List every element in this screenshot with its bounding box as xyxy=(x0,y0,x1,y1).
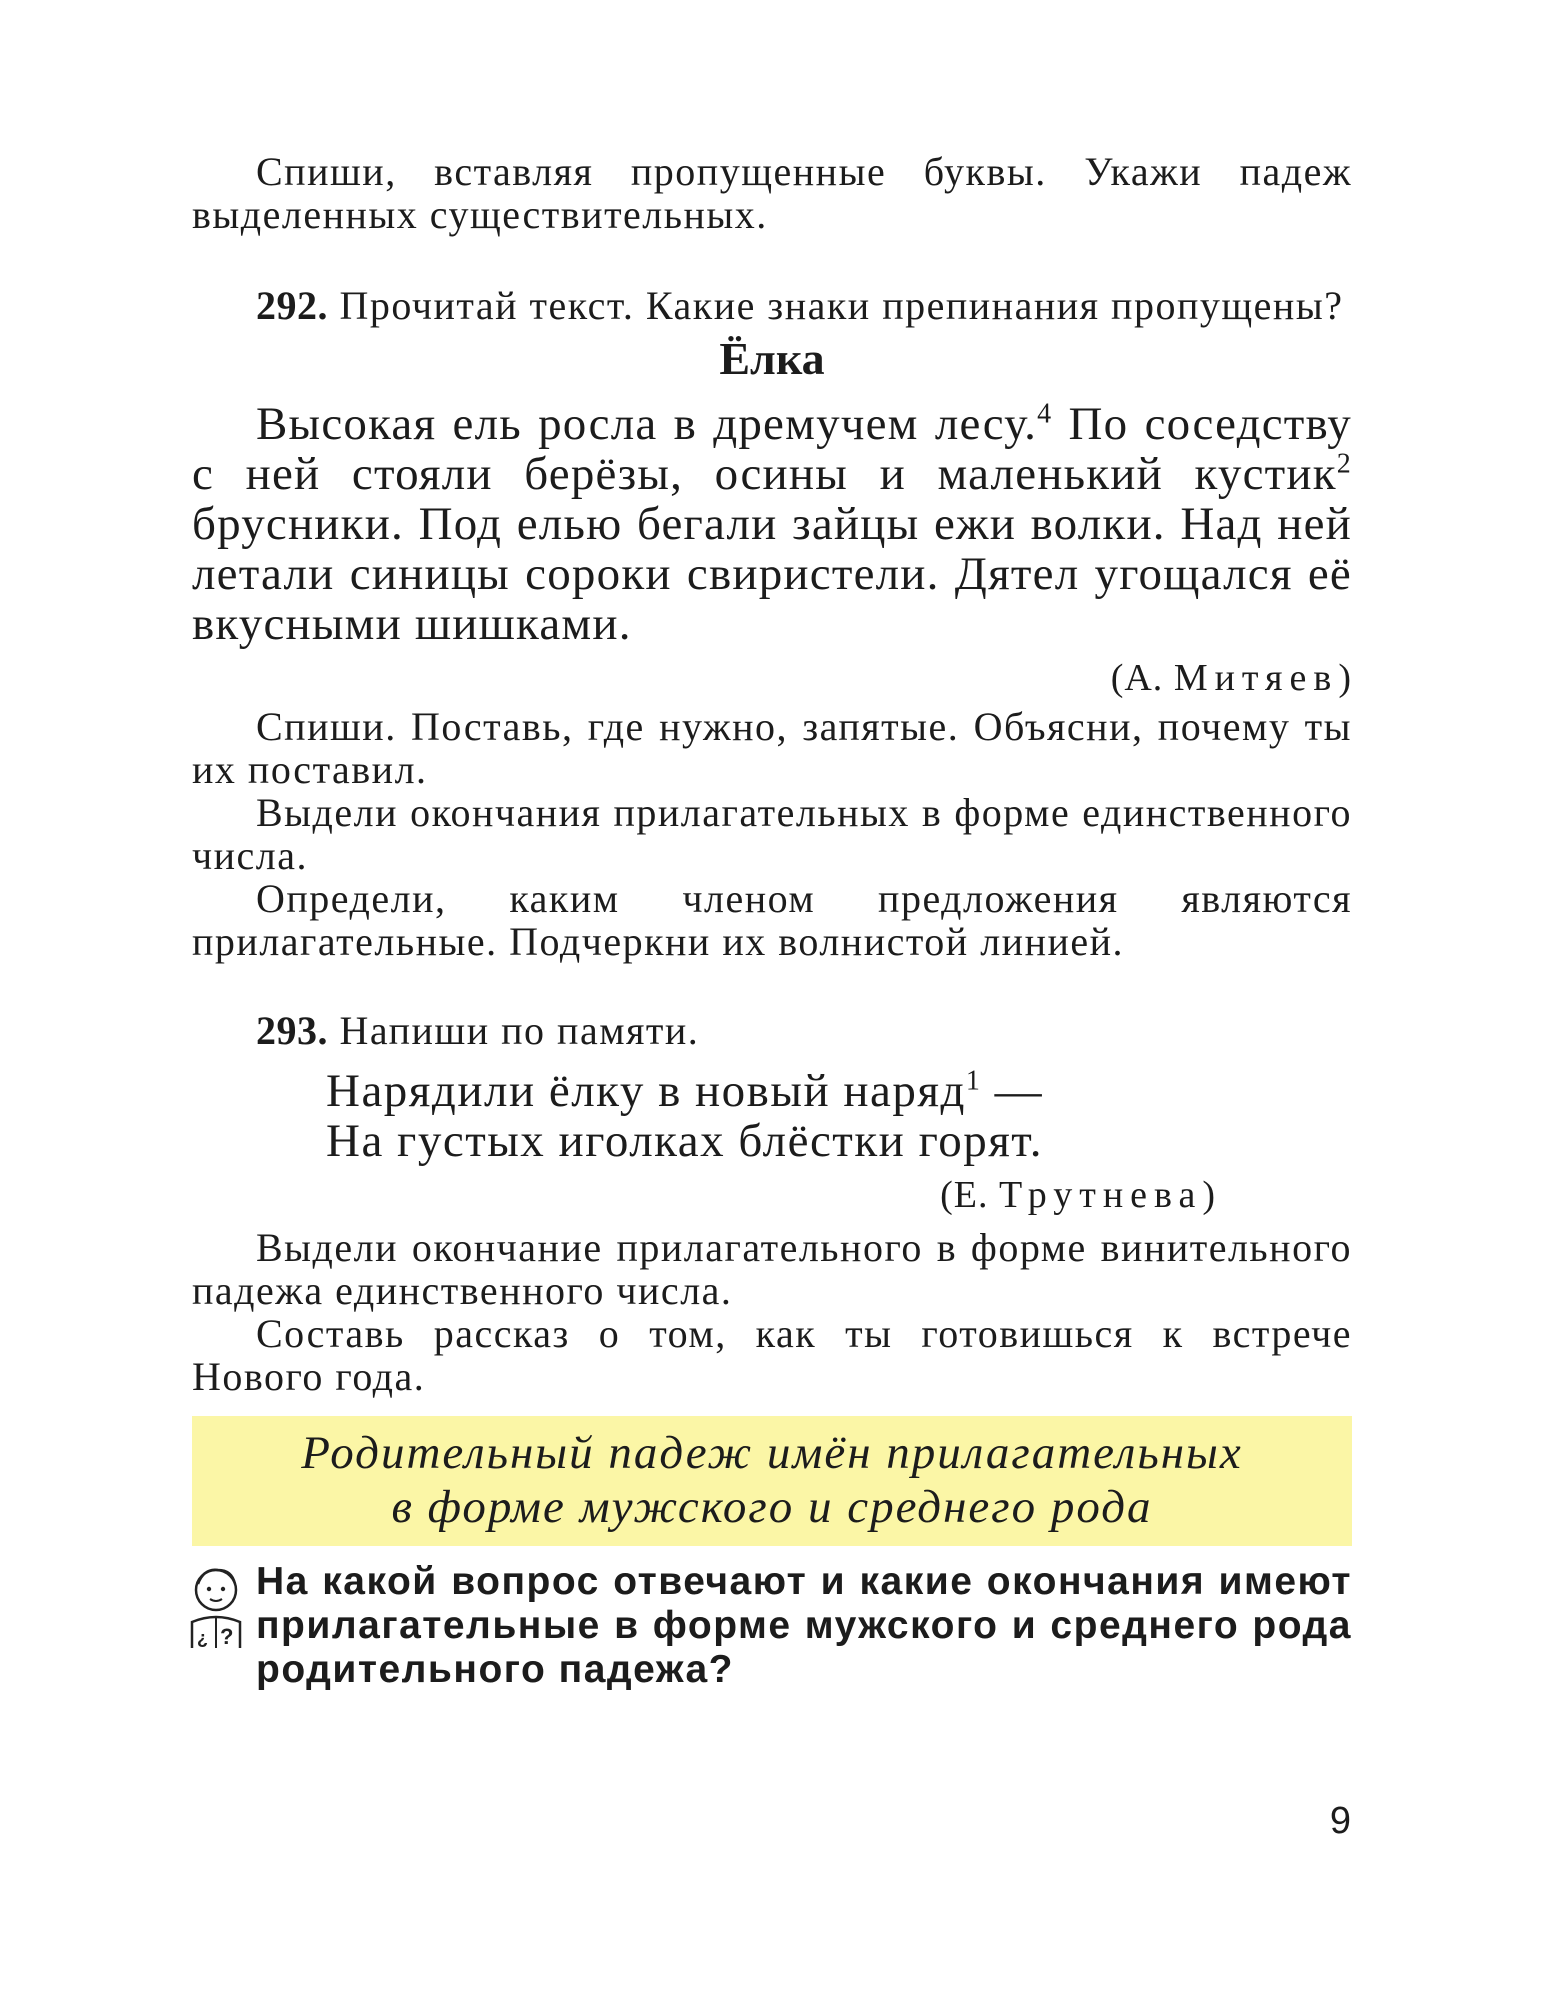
exercise-292-task-text: Прочитай текст. Какие знаки препинания пропущены? xyxy=(339,283,1344,328)
poem-dash: — xyxy=(981,1065,1044,1117)
poem-line-1 xyxy=(326,1066,1216,1116)
author-name: Трутнева xyxy=(998,1174,1203,1216)
exercise-293-number: 293. xyxy=(256,1008,328,1053)
author-open: (Е. xyxy=(940,1174,999,1216)
poem xyxy=(326,1066,1216,1218)
story-author xyxy=(192,655,1352,701)
exercise-291-instruction: Спиши, вставляя пропущенные буквы. Укажи падеж выделенных существительных. xyxy=(192,149,1352,237)
author-close: ) xyxy=(1202,1174,1216,1216)
svg-text:¿: ¿ xyxy=(197,1628,210,1648)
footnote-mark: 2 xyxy=(1336,448,1352,480)
question-block xyxy=(192,1560,1352,1692)
rule-heading-box xyxy=(192,1416,1352,1546)
story-text xyxy=(192,399,1352,649)
story-sentence-rest: брусники. Под елью бегали зайцы ежи волки. Над ней летали синицы сороки свиристели. Дятел угощался её вкусными шишками. xyxy=(192,498,1352,650)
exercise-293-instruction-2: Составь рассказ о том, как ты готовишься к встрече Нового года. xyxy=(192,1311,1352,1399)
exercise-293-task-text: Напиши по памяти. xyxy=(339,1008,700,1053)
poem-author xyxy=(326,1172,1216,1218)
svg-text:?: ? xyxy=(220,1624,235,1649)
exercise-292-instruction-3: Определи, каким членом предложения являются прилагательные. Подчеркни их волнистой линией. xyxy=(192,876,1352,964)
story-sentence-1: Высокая ель росла в дремучем лесу. xyxy=(256,398,1038,450)
exercise-292-instruction-2: Выдели окончания прилагательных в форме единственного числа. xyxy=(192,790,1352,878)
author-name: Митяев xyxy=(1173,657,1339,699)
exercise-292-task xyxy=(192,284,1352,327)
rule-heading-line-2: в форме мужского и среднего рода xyxy=(391,1481,1153,1533)
page-number: 9 xyxy=(1329,1800,1351,1842)
footnote-mark: 1 xyxy=(965,1065,982,1097)
question-text: На какой вопрос отвечают и какие окончания имеют прилагательные в форме мужского и среднего рода родительного падежа? xyxy=(256,1560,1352,1691)
exercise-293-task xyxy=(192,1009,1352,1052)
poem-line-1-text: Нарядили ёлку в новый наряд xyxy=(326,1065,966,1117)
rule-heading-line-1: Родительный падеж имён прилагательных xyxy=(301,1427,1243,1479)
exercise-292-instruction-1: Спиши. Поставь, где нужно, запятые. Объясни, почему ты их поставил. xyxy=(192,704,1352,792)
poem-line-2: На густых иголках блёстки горят. xyxy=(326,1115,1044,1167)
story-title: Ёлка xyxy=(719,333,825,384)
textbook-page xyxy=(192,150,1352,1692)
thinking-child-icon xyxy=(184,1564,248,1650)
footnote-mark: 4 xyxy=(1037,398,1053,430)
story-sentence-2: По соседству с ней стояли берёзы, осины и маленький кустик xyxy=(192,398,1352,500)
author-open: (А. xyxy=(1110,657,1174,699)
author-close: ) xyxy=(1338,657,1352,699)
exercise-293-instruction-1: Выдели окончание прилагательного в форме винительного падежа единственного числа. xyxy=(192,1225,1352,1313)
exercise-292-number: 292. xyxy=(256,283,328,328)
